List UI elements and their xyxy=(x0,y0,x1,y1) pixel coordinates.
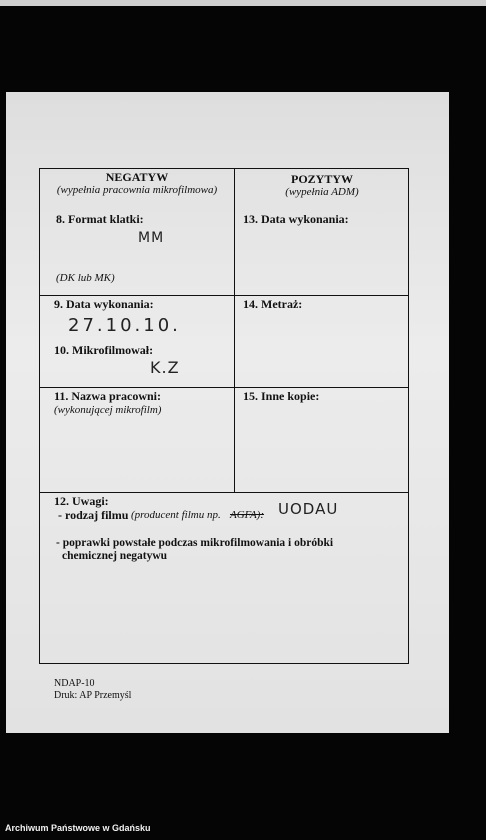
row-divider-3 xyxy=(39,492,409,493)
format-value: MM xyxy=(138,230,165,246)
form-table xyxy=(39,168,409,664)
date-label: 9. Data wykonania: xyxy=(54,297,154,311)
archive-caption: Archiwum Państwowe w Gdańsku xyxy=(5,823,151,833)
nazwa-note: (wykonującej mikrofilm) xyxy=(54,404,162,416)
mikrofilmowal-value: K.Z xyxy=(150,358,180,377)
nazwa-label: 11. Nazwa pracowni: xyxy=(54,389,161,403)
date-value: 27.10.10. xyxy=(68,315,181,336)
pozytyw-date-label: 13. Data wykonania: xyxy=(243,212,349,226)
row-divider-2 xyxy=(39,387,409,388)
agfa-struck: AGFA): xyxy=(230,509,265,521)
format-label: 8. Format klatki: xyxy=(56,212,144,226)
negatyw-title: NEGATYW xyxy=(105,170,169,184)
rodzaj-filmu-label: - rodzaj filmu xyxy=(58,508,129,522)
film-edge xyxy=(0,0,486,6)
negatyw-subtitle: (wypełnia pracownia mikrofilmowa) xyxy=(56,184,218,196)
uwagi-label: 12. Uwagi: xyxy=(54,494,109,508)
form-code: NDAP-10 xyxy=(54,678,95,689)
inne-kopie-label: 15. Inne kopie: xyxy=(243,389,320,403)
rodzaj-filmu-note: (producent filmu np. xyxy=(131,509,221,521)
metraz-label: 14. Metraż: xyxy=(243,297,303,311)
poprawki-line-1: - poprawki powstałe podczas mikrofilmowania i obróbki xyxy=(56,537,334,549)
format-note: (DK lub MK) xyxy=(56,272,115,284)
rodzaj-filmu-value: UODAU xyxy=(278,500,339,518)
column-divider xyxy=(234,168,235,493)
print-info: Druk: AP Przemyśl xyxy=(54,690,132,701)
poprawki-line-2: chemicznej negatywu xyxy=(62,550,168,562)
row-divider-1 xyxy=(39,295,409,296)
pozytyw-title: POZYTYW xyxy=(290,172,353,186)
mikrofilmowal-label: 10. Mikrofilmował: xyxy=(54,343,154,357)
pozytyw-subtitle: (wypełnia ADM) xyxy=(285,186,359,198)
